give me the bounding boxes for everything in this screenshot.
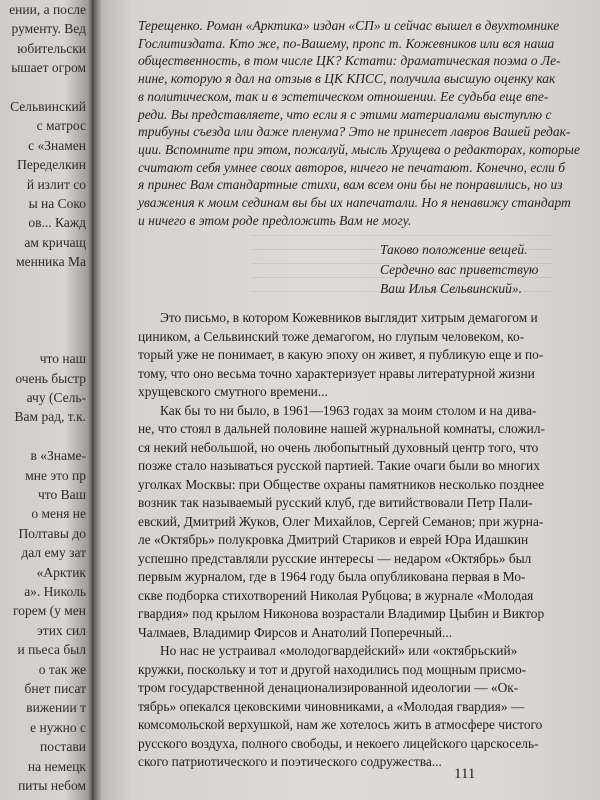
text-line: гвардия» под крылом Никонова возрастали Владимир Цыбин и Виктор <box>138 606 545 621</box>
left-page-line: о меня не <box>31 506 86 522</box>
letter-line: уважения к моим сединам вы бы их напечатали. Но я ненавижу стандарт <box>138 195 571 210</box>
text-line: ского патриотического и поэтического содружества... <box>138 754 442 769</box>
text-line: не, что стоял в дальней половине нашей журнальной комнаты, сложил- <box>138 421 545 436</box>
letter-line: трибуны съезда или даже пленума? Это не принесет лавров Вашей редак- <box>138 124 571 140</box>
text-line: успешно представляли русские интересы — недаром «Октябрь» был <box>138 550 532 566</box>
left-page-line: ов... Кажд <box>28 215 86 231</box>
text-line: ле «Октябрь» полукровка Дмитрий Стариков и еврей Юра Идашкин <box>138 532 529 547</box>
left-page-line: ении, а после <box>9 2 86 17</box>
left-page-line: юбительски <box>17 40 86 56</box>
text-line: Но нас не устраивал «молодогвардейский» или «октябрьский» <box>160 643 518 658</box>
text-line: ся некий небольшой, но очень любопытный духовный центр того, что <box>138 439 539 455</box>
left-page-line: этих сил <box>37 622 86 638</box>
text-line: возник так называемый русский клуб, где витийствовали Петр Пали- <box>138 495 533 510</box>
left-page-line: е нужно с <box>30 719 86 735</box>
text-line: Это письмо, в котором Кожевников выглядит хитрым демагогом и <box>160 310 538 325</box>
text-line: хрущевского смутного времени... <box>138 384 328 399</box>
left-page-line: Сельвинский <box>10 99 86 114</box>
left-page-line: бнет писат <box>24 681 86 696</box>
text-line: позже стало называться русской партией. Такие очаги были во многих <box>138 458 540 473</box>
left-page-line: в «Знаме- <box>30 448 86 464</box>
text-line: торый уже не понимает, в какую эпоху он живет, я публикую еще и по- <box>138 347 544 362</box>
letter-line: считают себя умнее своих авторов, ничего не печатают. Конечно, если б <box>138 159 566 175</box>
left-page-line: Переделкин <box>17 157 86 173</box>
text-line: уголках Москвы: при Обществе охраны памятников несколько позднее <box>138 476 545 492</box>
page-number: 111 <box>454 766 476 782</box>
letter-line: общественность, в том числе ЦК? Кстати: драматическая поэма о Ле- <box>138 53 561 69</box>
right-page <box>102 0 600 800</box>
left-page-line: рументу. Вед <box>11 21 86 37</box>
left-page-line: очень быстр <box>15 370 86 386</box>
left-page-line: что наш <box>39 351 86 367</box>
text-line: русского воздуха, полного свободы, и некоего лицейского царскосель- <box>138 735 539 751</box>
text-line: комсомольской верхушкой, нам же хотелось жить в атмосфере чистого <box>138 717 543 732</box>
left-page-line: с матрос <box>36 118 86 134</box>
left-page-line: что Ваш <box>37 487 86 502</box>
left-page-line: мне это пр <box>25 467 86 483</box>
letter-line: в политическом, так и в эстетическом отношении. Ее судьба еще впе- <box>138 88 549 104</box>
letter-line: ции. Вспомните при этом, пожалуй, мысль Хрущева о редакторах, которые <box>138 141 580 157</box>
left-page-line: ышает огром <box>11 60 86 76</box>
letter-line: Гослитиздата. Кто же, по-Вашему, пропс т. Кожевников или вся наша <box>138 35 555 51</box>
left-page-line: дал ему зат <box>21 545 86 561</box>
text-line: евский, Дмитрий Жуков, Олег Михайлов, Сергей Семанов; при журна- <box>138 513 544 529</box>
text-line: первым журналом, где в 1964 году была опубликована первая в Мо- <box>138 569 526 584</box>
text-line: тром государственной денационализированной идеологии — «Ок- <box>138 680 519 695</box>
signoff-line: Таково положение вещей. <box>380 242 528 257</box>
left-page-line: горем (у мен <box>13 603 86 619</box>
left-page-line: и пьеса был <box>17 642 86 658</box>
left-page-line: о так же <box>38 661 86 677</box>
left-page-line: менника Ма <box>16 254 86 270</box>
left-page-line: на немецк <box>27 758 86 774</box>
left-page-line: ачу (Сель- <box>26 390 86 405</box>
left-page-line: й излит со <box>26 176 86 192</box>
letter-line: я принес Вам стандартные стихи, вам всем они бы не понравились, но из <box>138 177 563 193</box>
letter-line: реди. Вы представляете, что если я с этими материалами выступлю с <box>138 106 552 122</box>
letter-line: Терещенко. Роман «Арктика» издан «СП» и сейчас вышел в двухтомнике <box>138 18 560 33</box>
left-page-line: ы на Соко <box>28 196 86 211</box>
left-page-line: «Арктик <box>36 564 86 580</box>
left-page-line: Полтавы до <box>18 525 86 541</box>
left-page-line: а». Николь <box>24 584 86 599</box>
left-page <box>0 0 92 800</box>
text-line: кружки, поскольку и тот и другой находились под мощным присмо- <box>138 661 527 677</box>
left-page-line: с «Знамен <box>28 137 86 153</box>
text-line: скве подборка стихотворений Николая Рубцова; в журнале «Молодая <box>138 587 534 603</box>
letter-line: и ничего в этом роде предложить Вам не могу. <box>138 212 412 228</box>
signoff-line: Сердечно вас приветствую <box>380 261 539 277</box>
left-page-line: ам кричащ <box>24 234 86 250</box>
text-line: циником, а Сельвинский тоже демагогом, но глупым человеком, ко- <box>138 328 525 344</box>
left-page-line: вижении т <box>26 700 86 716</box>
letter-line: нине, которую я дал на отзыв в ЦК КПСС, получила высшую оценку как <box>138 71 556 87</box>
signoff-line: Ваш Илья Сельвинский». <box>380 281 523 296</box>
text-line: Как бы то ни было, в 1961—1963 годах за моим столом и на дива- <box>160 402 537 418</box>
text-line: Чалмаев, Владимир Фирсов и Анатолий Поперечный... <box>138 624 453 640</box>
book-gutter <box>92 0 102 800</box>
left-page-line: Вам рад, т.к. <box>14 409 86 425</box>
text-line: тому, что оно весьма точно характеризует нравы литературной жизни <box>138 365 535 381</box>
left-page-line: питы небом <box>18 778 86 793</box>
left-page-line: постави <box>40 739 86 755</box>
text-line: тябрь» опекался цековскими чиновниками, а «Молодая гвардия» — <box>138 698 525 714</box>
